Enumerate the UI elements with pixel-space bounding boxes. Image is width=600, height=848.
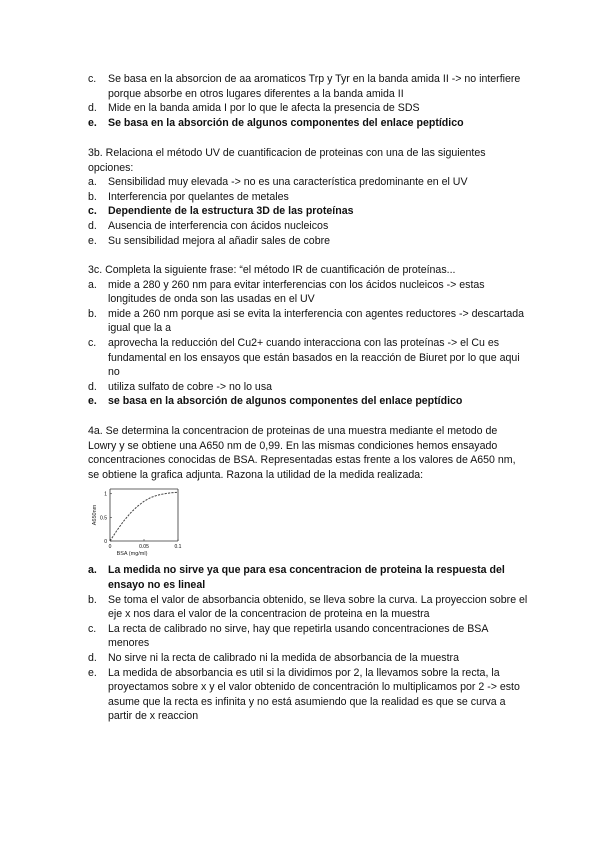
option-item-correct [88, 394, 528, 409]
option-item-correct [88, 116, 528, 131]
question-3b [88, 146, 528, 248]
option-item [88, 175, 528, 190]
option-text: Dependiente de la estructura 3D de las proteínas [108, 205, 354, 218]
option-marker: e. [88, 395, 97, 408]
option-text: La medida de absorbancia es util si la dividimos por 2, la llevamos sobre la recta, la proyectamos sobre x y el valor obtenido de concentración lo multiplicamos por 2 -> esto asume que la recta es infinita y no está asumiendo que la realidad es que se curva a partir de x reaccion [108, 666, 520, 723]
option-marker: b. [88, 307, 97, 320]
option-marker: e. [88, 666, 97, 679]
option-list [88, 72, 528, 130]
option-item [88, 593, 528, 622]
option-marker: c. [88, 336, 97, 349]
option-item [88, 234, 528, 249]
option-marker: a. [88, 278, 97, 291]
question-text: 3c. Completa la siguiente frase: “el método IR de cuantificación de proteínas... [88, 264, 456, 276]
question-text: 3b. Relaciona el método UV de cuantificacion de proteinas con una de las siguientes opciones: [88, 147, 486, 174]
option-item [88, 651, 528, 666]
x-tick-label: 0.1 [174, 544, 182, 551]
option-marker: c. [88, 205, 97, 218]
option-text: se basa en la absorción de algunos componentes del enlace peptídico [108, 395, 463, 408]
option-list [88, 175, 528, 248]
bsa-calibration-chart [90, 485, 200, 557]
option-text: Interferencia por quelantes de metales [108, 190, 289, 203]
y-axis-label: A650nm [92, 505, 98, 526]
option-marker: d. [88, 651, 97, 664]
option-marker: b. [88, 593, 97, 606]
x-axis-label: BSA (mg/ml) [116, 551, 148, 558]
x-tick-label: 0.05 [139, 544, 149, 551]
option-marker: a. [88, 564, 97, 577]
option-item [88, 219, 528, 234]
option-item [88, 190, 528, 205]
option-item [88, 307, 528, 336]
option-text: Sensibilidad muy elevada -> no es una característica predominante en el UV [108, 176, 468, 189]
option-item-correct [88, 204, 528, 219]
option-marker: d. [88, 380, 97, 393]
option-text: mide a 260 nm porque asi se evita la interferencia con agentes reductores -> descartada igual que la a [108, 307, 525, 335]
option-text: Se basa en la absorción de algunos componentes del enlace peptídico [108, 116, 464, 129]
option-list [88, 278, 528, 409]
option-text: Se toma el valor de absorbancia obtenido, se lleva sobre la curva. La proyeccion sobre el eje x nos dara el valor de la concentracion de proteina en la muestra [108, 593, 528, 621]
y-tick-label: 1 [104, 492, 107, 499]
option-item [88, 666, 528, 724]
option-item [88, 101, 528, 116]
option-text: Ausencia de interferencia con ácidos nucleicos [108, 219, 329, 232]
option-text: aprovecha la reducción del Cu2+ cuando interacciona con las proteínas -> el Cu es fundamental en los ensayos que están basados en la reacción de Biuret por lo que aqui no [108, 336, 520, 379]
option-item [88, 72, 528, 101]
option-text: La recta de calibrado no sirve, hay que repetirla usando concentraciones de BSA menores [108, 622, 488, 650]
option-marker: b. [88, 190, 97, 203]
option-item-correct [88, 563, 528, 592]
series-curve [110, 493, 178, 542]
question-4a [88, 424, 528, 724]
option-marker: a. [88, 176, 97, 189]
option-marker: c. [88, 73, 97, 85]
x-tick-label: 0 [108, 544, 112, 551]
y-tick-label: 0.5 [100, 515, 107, 522]
option-text: utiliza sulfato de cobre -> no lo usa [108, 380, 273, 393]
option-text: Se basa en la absorcion de aa aromaticos Trp y Tyr en la banda amida II -> no interfiere porque absorbe en otros lugares diferentes a la banda amida II [108, 73, 521, 100]
question-3a-tail [88, 72, 528, 130]
option-item [88, 278, 528, 307]
option-item [88, 380, 528, 395]
option-text: Su sensibilidad mejora al añadir sales de cobre [108, 234, 331, 247]
question-3c [88, 263, 528, 409]
option-marker: c. [88, 622, 97, 635]
option-marker: e. [88, 116, 97, 129]
option-text: Mide en la banda amida I por lo que le afecta la presencia de SDS [108, 102, 420, 115]
option-list [88, 563, 528, 724]
option-marker: d. [88, 102, 97, 115]
option-text: mide a 280 y 260 nm para evitar interferencias con los ácidos nucleicos -> estas longitudes de onda son las usadas en el UV [108, 278, 485, 306]
option-marker: e. [88, 234, 97, 247]
option-item [88, 336, 528, 380]
option-text: No sirve ni la recta de calibrado ni la medida de absorbancia de la muestra [108, 651, 459, 664]
question-text: 4a. Se determina la concentracion de proteinas de una muestra mediante el metodo de Lowry y se obtiene una A650 nm de 0,99. En las mismas condiciones hemos ensayado concentraciones conocidas de BSA. Representadas estas frente a los valores de A650 nm, se obtiene la grafica adjunta. Razona la utilidad de la medida realizada: [88, 425, 516, 481]
option-marker: d. [88, 219, 97, 232]
option-item [88, 622, 528, 651]
option-text: La medida no sirve ya que para esa concentracion de proteina la respuesta del ensayo no es lineal [108, 564, 505, 591]
y-tick-label: 0 [104, 539, 107, 546]
